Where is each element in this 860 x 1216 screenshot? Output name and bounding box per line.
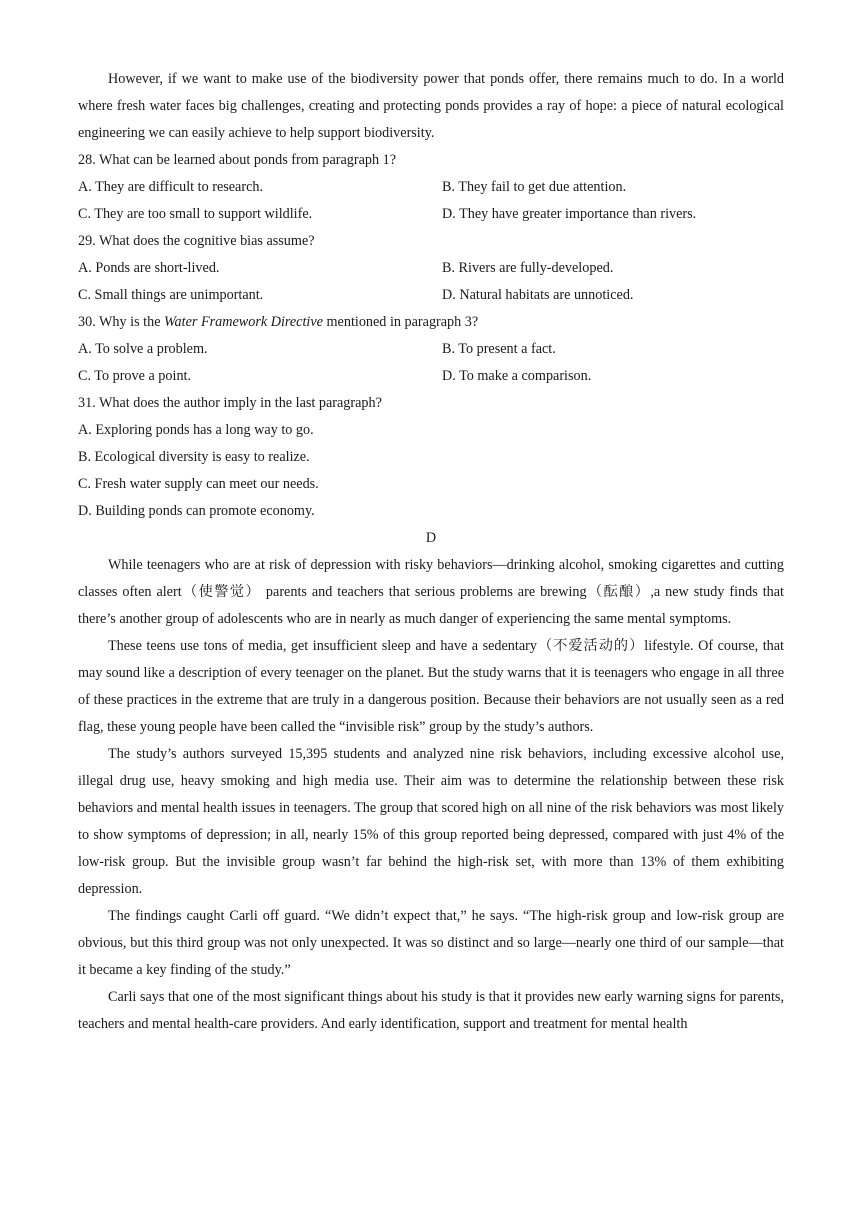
directive-title: Water Framework Directive (164, 314, 323, 330)
question-31-option-d: D. Building ponds can promote economy. (78, 503, 315, 519)
question-30-option-b: B. To present a fact. (442, 341, 556, 357)
question-31-option-a: A. Exploring ponds has a long way to go. (78, 422, 314, 438)
question-29 (78, 228, 784, 309)
question-29-option-d: D. Natural habitats are unnoticed. (442, 287, 634, 303)
question-28-stem: 28. What can be learned about ponds from paragraph 1? (78, 152, 397, 168)
question-31-option-b: B. Ecological diversity is easy to realize. (78, 449, 310, 465)
question-28-option-b: B. They fail to get due attention. (442, 179, 627, 195)
question-28-option-c: C. They are too small to support wildlife. (78, 206, 313, 222)
question-31-stem: 31. What does the author imply in the last paragraph? (78, 395, 382, 411)
question-30-option-c: C. To prove a point. (78, 368, 192, 384)
section-d-heading: D (425, 530, 437, 546)
question-31 (78, 390, 784, 525)
question-29-option-a: A. Ponds are short-lived. (78, 260, 220, 276)
question-30-option-a: A. To solve a problem. (78, 341, 208, 357)
question-28 (78, 147, 784, 228)
section-d-passage (78, 552, 784, 1038)
passage-paragraph: While teenagers who are at risk of depression with risky behaviors—drinking alcohol, smoking cigarettes and cutting classes often alert（使警觉） parents and teachers that serious problems are brewing（酝酿）,a new study finds that there’s another group of adolescents who are in nearly as much danger of experiencing the same mental symptoms. (78, 557, 784, 627)
passage-paragraph: The study’s authors surveyed 15,395 students and analyzed nine risk behaviors, including excessive alcohol use, illegal drug use, heavy smoking and high media use. Their aim was to determine the relationship between these risk behaviors and mental health issues in teenagers. The group that scored high on all nine of the risk behaviors was most likely to show symptoms of depression; in all, nearly 15% of this group reported being depressed, compared with just 4% of the low-risk group. But the invisible group wasn’t far behind the high-risk set, with more than 13% of them exhibiting depression. (78, 746, 784, 897)
question-29-stem: 29. What does the cognitive bias assume? (78, 233, 315, 249)
passage-paragraph: These teens use tons of media, get insufficient sleep and have a sedentary（不爱活动的）lifestyle. Of course, that may sound like a description of every teenager on the planet. But the study warns that it is teenagers who engage in all three of these practices in the extreme that are truly in a dangerous position. Because their behaviors are not usually seen as a red flag, these young people have been called the “invisible risk” group by the study’s authors. (78, 638, 784, 735)
question-30-option-d: D. To make a comparison. (442, 368, 592, 384)
question-28-option-a: A. They are difficult to research. (78, 179, 264, 195)
intro-paragraph: However, if we want to make use of the biodiversity power that ponds offer, there remains much to do. In a world where fresh water faces big challenges, creating and protecting ponds provides a ray of hope: a piece of natural ecological engineering we can easily achieve to help support biodiversity. (78, 71, 784, 141)
question-30 (78, 309, 784, 390)
question-30-stem: 30. Why is the Water Framework Directive mentioned in paragraph 3? (78, 314, 479, 330)
question-29-option-c: C. Small things are unimportant. (78, 287, 264, 303)
question-28-option-d: D. They have greater importance than rivers. (442, 206, 697, 222)
question-29-option-b: B. Rivers are fully-developed. (442, 260, 614, 276)
question-31-option-c: C. Fresh water supply can meet our needs. (78, 476, 319, 492)
document-page (78, 66, 784, 1038)
passage-paragraph: Carli says that one of the most significant things about his study is that it provides new early warning signs for parents, teachers and mental health-care providers. And early identification, support and treatment for mental health (78, 989, 784, 1032)
passage-paragraph: The findings caught Carli off guard. “We didn’t expect that,” he says. “The high-risk group and low-risk group are obvious, but this third group was not only unexpected. It was so distinct and so large—nearly one third of our sample—that it became a key finding of the study.” (78, 908, 784, 978)
